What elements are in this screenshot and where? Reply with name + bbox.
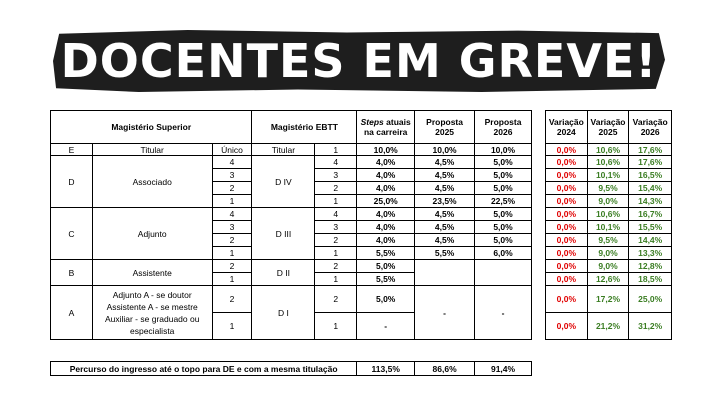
grau-cell: 4	[212, 156, 252, 169]
table-row	[546, 260, 672, 273]
v2026-cell: 16,7%	[629, 208, 672, 221]
v2026-cell: 14,3%	[629, 195, 672, 208]
ebtt-grau-cell: 2	[315, 234, 357, 247]
p2025-cell: 4,5%	[415, 208, 475, 221]
v2025-cell: 10,1%	[587, 169, 629, 182]
p2026-cell: 5,0%	[475, 169, 532, 182]
ebtt-grau-cell: 1	[315, 144, 357, 156]
grau-cell: 3	[212, 221, 252, 234]
ebtt-nivel-cell: D IV	[252, 156, 315, 208]
p2026-cell: 6,0%	[475, 247, 532, 260]
v2024-cell: 0,0%	[546, 156, 588, 169]
v2026-cell: 15,5%	[629, 221, 672, 234]
percurso-p2025: 86,6%	[415, 362, 475, 376]
grau-cell: 2	[212, 260, 252, 273]
grau-cell: 2	[212, 182, 252, 195]
table-row	[51, 260, 532, 273]
nivel-cell: Titular	[92, 144, 212, 156]
p2025-cell	[415, 260, 475, 286]
ebtt-grau-cell: 1	[315, 195, 357, 208]
v2026-cell: 12,8%	[629, 260, 672, 273]
v2024-cell: 0,0%	[546, 195, 588, 208]
v2026-cell: 31,2%	[629, 313, 672, 340]
v2026-cell: 25,0%	[629, 286, 672, 313]
v2026-cell: 18,5%	[629, 273, 672, 286]
header-variacao-2025: Variação 2025	[587, 111, 629, 144]
classe-cell: A	[51, 286, 93, 340]
v2025-cell: 12,6%	[587, 273, 629, 286]
header-proposta-2026: Proposta 2026	[475, 111, 532, 144]
ebtt-grau-cell: 2	[315, 286, 357, 313]
steps-cell: 25,0%	[357, 195, 415, 208]
table-row	[546, 156, 672, 169]
salary-table	[50, 110, 532, 340]
table-row	[546, 208, 672, 221]
ebtt-grau-cell: 3	[315, 169, 357, 182]
grau-cell: 2	[212, 286, 252, 313]
nivel-cell: Adjunto A - se doutor Assistente A - se mestre Auxiliar - se graduado ou especialista	[92, 286, 212, 340]
steps-cell: 4,0%	[357, 169, 415, 182]
header-mag-ebtt: Magistério EBTT	[252, 111, 357, 144]
grau-cell: 1	[212, 273, 252, 286]
grau-cell: 1	[212, 247, 252, 260]
table-row	[546, 313, 672, 340]
v2024-cell: 0,0%	[546, 144, 588, 156]
p2026-cell: 5,0%	[475, 156, 532, 169]
v2024-cell: 0,0%	[546, 169, 588, 182]
p2025-cell: 4,5%	[415, 234, 475, 247]
v2025-cell: 10,1%	[587, 221, 629, 234]
steps-cell: 4,0%	[357, 234, 415, 247]
v2025-cell: 17,2%	[587, 286, 629, 313]
p2025-cell: -	[415, 286, 475, 340]
header-proposta-2025: Proposta 2025	[415, 111, 475, 144]
ebtt-grau-cell: 3	[315, 221, 357, 234]
v2025-cell: 10,6%	[587, 156, 629, 169]
header-variacao-2026: Variação 2026	[629, 111, 672, 144]
p2026-cell: -	[475, 286, 532, 340]
v2024-cell: 0,0%	[546, 286, 588, 313]
v2025-cell: 9,0%	[587, 247, 629, 260]
header-steps: Steps atuais na carreira	[357, 111, 415, 144]
header-variacao-2024: Variação 2024	[546, 111, 588, 144]
p2026-cell: 10,0%	[475, 144, 532, 156]
steps-cell: 5,5%	[357, 273, 415, 286]
ebtt-grau-cell: 2	[315, 260, 357, 273]
ebtt-grau-cell: 4	[315, 208, 357, 221]
nivel-cell: Associado	[92, 156, 212, 208]
grau-cell: 2	[212, 234, 252, 247]
ebtt-grau-cell: 2	[315, 182, 357, 195]
v2024-cell: 0,0%	[546, 182, 588, 195]
steps-cell: 5,0%	[357, 260, 415, 273]
steps-cell: -	[357, 313, 415, 340]
v2026-cell: 13,3%	[629, 247, 672, 260]
steps-cell: 4,0%	[357, 182, 415, 195]
p2025-cell: 23,5%	[415, 195, 475, 208]
table-row	[546, 169, 672, 182]
header-row	[51, 111, 532, 144]
grau-cell: 3	[212, 169, 252, 182]
grau-cell: 1	[212, 195, 252, 208]
nivel-cell: Adjunto	[92, 208, 212, 260]
p2026-cell: 22,5%	[475, 195, 532, 208]
grau-cell: 1	[212, 313, 252, 340]
grau-cell: Único	[212, 144, 252, 156]
v2025-cell: 9,5%	[587, 182, 629, 195]
variation-table	[545, 110, 672, 340]
ebtt-grau-cell: 4	[315, 156, 357, 169]
ebtt-nivel-cell: Titular	[252, 144, 315, 156]
nivel-cell: Assistente	[92, 260, 212, 286]
steps-cell: 5,0%	[357, 286, 415, 313]
v2026-cell: 17,6%	[629, 144, 672, 156]
v2025-cell: 9,5%	[587, 234, 629, 247]
table-row	[546, 221, 672, 234]
header-row	[546, 111, 672, 144]
p2025-cell: 5,5%	[415, 247, 475, 260]
percurso-steps: 113,5%	[357, 362, 415, 376]
p2026-cell: 5,0%	[475, 208, 532, 221]
v2026-cell: 17,6%	[629, 156, 672, 169]
p2026-cell	[475, 260, 532, 286]
steps-cell: 4,0%	[357, 156, 415, 169]
v2026-cell: 15,4%	[629, 182, 672, 195]
v2024-cell: 0,0%	[546, 260, 588, 273]
v2025-cell: 9,0%	[587, 260, 629, 273]
steps-cell: 10,0%	[357, 144, 415, 156]
table-row	[546, 273, 672, 286]
p2026-cell: 5,0%	[475, 221, 532, 234]
v2024-cell: 0,0%	[546, 247, 588, 260]
ebtt-nivel-cell: D I	[252, 286, 315, 340]
v2025-cell: 21,2%	[587, 313, 629, 340]
table-row	[51, 156, 532, 169]
ebtt-nivel-cell: D III	[252, 208, 315, 260]
p2026-cell: 5,0%	[475, 234, 532, 247]
ebtt-grau-cell: 1	[315, 313, 357, 340]
grau-cell: 4	[212, 208, 252, 221]
ebtt-grau-cell: 1	[315, 247, 357, 260]
table-row	[546, 144, 672, 156]
table-row	[546, 195, 672, 208]
v2024-cell: 0,0%	[546, 313, 588, 340]
classe-cell: E	[51, 144, 93, 156]
v2025-cell: 9,0%	[587, 195, 629, 208]
v2025-cell: 10,6%	[587, 208, 629, 221]
classe-cell: C	[51, 208, 93, 260]
p2025-cell: 4,5%	[415, 221, 475, 234]
steps-cell: 4,0%	[357, 208, 415, 221]
v2024-cell: 0,0%	[546, 234, 588, 247]
classe-cell: B	[51, 260, 93, 286]
banner-title: DOCENTES EM GREVE!	[60, 34, 658, 88]
p2026-cell: 5,0%	[475, 182, 532, 195]
percurso-table	[50, 361, 532, 376]
table-row	[546, 286, 672, 313]
table-row	[51, 286, 532, 313]
p2025-cell: 4,5%	[415, 182, 475, 195]
v2025-cell: 10,6%	[587, 144, 629, 156]
ebtt-nivel-cell: D II	[252, 260, 315, 286]
v2024-cell: 0,0%	[546, 273, 588, 286]
table-row	[546, 182, 672, 195]
percurso-p2026: 91,4%	[475, 362, 532, 376]
p2025-cell: 10,0%	[415, 144, 475, 156]
v2024-cell: 0,0%	[546, 221, 588, 234]
v2026-cell: 14,4%	[629, 234, 672, 247]
classe-cell: D	[51, 156, 93, 208]
p2025-cell: 4,5%	[415, 169, 475, 182]
v2026-cell: 16,5%	[629, 169, 672, 182]
steps-cell: 4,0%	[357, 221, 415, 234]
ebtt-grau-cell: 1	[315, 273, 357, 286]
table-row	[51, 208, 532, 221]
header-mag-superior: Magistério Superior	[51, 111, 252, 144]
p2025-cell: 4,5%	[415, 156, 475, 169]
table-row	[546, 234, 672, 247]
table-row	[546, 247, 672, 260]
steps-cell: 5,5%	[357, 247, 415, 260]
percurso-row	[51, 362, 532, 376]
percurso-label: Percurso do ingresso até o topo para DE e com a mesma titulação	[51, 362, 357, 376]
v2024-cell: 0,0%	[546, 208, 588, 221]
table-row	[51, 144, 532, 156]
